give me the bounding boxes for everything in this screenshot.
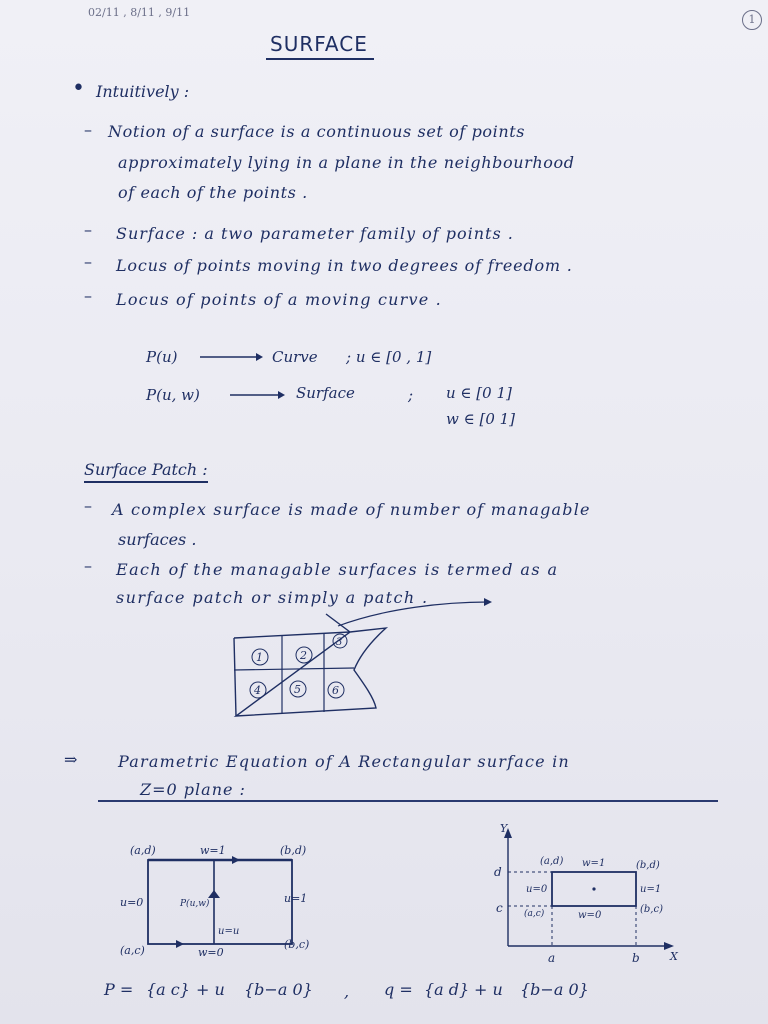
left-corner-tl: (a,d) xyxy=(130,844,156,857)
eq2-separator: ; xyxy=(408,386,414,404)
right-bottom-edge: w=0 xyxy=(578,910,602,921)
eq2-lhs: P(u, w) xyxy=(146,386,200,404)
patch-cell-1: 1 xyxy=(256,651,263,664)
patch-cell-2: 2 xyxy=(300,649,307,662)
formula-p-plus: + u xyxy=(196,980,225,999)
left-bottom-edge: w=0 xyxy=(198,946,224,959)
eq1-lhs: P(u) xyxy=(146,348,178,366)
dash-5: – xyxy=(84,496,92,515)
implies-arrow: ⇒ xyxy=(64,750,78,769)
patch-line-2: surfaces . xyxy=(118,530,197,549)
left-left-edge: u=0 xyxy=(120,896,144,909)
patch-line-4: surface patch or simply a patch . xyxy=(116,588,429,607)
intuitive-line-2: approximately lying in a plane in the neighbourhood xyxy=(118,153,575,172)
intuitive-line-3: of each of the points . xyxy=(118,183,308,202)
dash-6: – xyxy=(84,556,92,575)
eq2-rhs: Surface xyxy=(296,384,355,402)
formula-q-second: {b−a 0} xyxy=(520,980,589,999)
right-corner-br: (b,c) xyxy=(640,904,663,915)
tick-c: c xyxy=(496,901,503,915)
right-corner-tl: (a,d) xyxy=(540,856,564,867)
formula-p-lhs: P = xyxy=(104,980,134,999)
left-corner-br: (b,c) xyxy=(284,938,310,951)
left-corner-bl: (a,c) xyxy=(120,944,145,957)
tick-b: b xyxy=(632,951,640,965)
formula-q-plus: + u xyxy=(474,980,503,999)
tick-d: d xyxy=(494,865,502,879)
patch-cell-3: 3 xyxy=(336,637,343,648)
bullet-dot: • xyxy=(72,76,85,101)
rectangle-diagram-left xyxy=(112,838,332,960)
right-right-edge: u=1 xyxy=(640,884,662,895)
page-number: 1 xyxy=(742,10,762,30)
patch-cell-6: 6 xyxy=(332,684,339,697)
eq1-rhs: Curve xyxy=(272,348,318,366)
dash-2: – xyxy=(84,220,92,239)
tick-a: a xyxy=(548,951,556,965)
section-rule xyxy=(98,800,718,802)
patch-heading: Surface Patch : xyxy=(84,460,208,483)
eq2-range-w: w ∈ [0 1] xyxy=(446,410,516,428)
right-left-edge: u=0 xyxy=(526,884,548,895)
intuitive-item-locus-1: Locus of points moving in two degrees of freedom . xyxy=(116,256,573,275)
title-underline xyxy=(266,58,374,60)
right-corner-bl: (a,c) xyxy=(524,909,545,919)
formula-comma: , xyxy=(344,982,350,1001)
intuitive-line-1: Notion of a surface is a continuous set of points xyxy=(108,122,526,141)
eq2-range-u: u ∈ [0 1] xyxy=(446,384,512,402)
eq1-arrow-icon xyxy=(198,350,264,364)
formula-p-first: {a c} xyxy=(146,980,190,999)
formula-q-lhs: q = xyxy=(384,980,413,999)
left-corner-tr: (b,d) xyxy=(280,844,307,857)
intuitive-item-surface: Surface : a two parameter family of points . xyxy=(116,224,514,243)
intuitive-item-locus-2: Locus of points of a moving curve . xyxy=(116,290,442,309)
date-note: 02/11 , 8/11 , 9/11 xyxy=(88,6,191,19)
page-title: SURFACE xyxy=(270,32,368,56)
right-corner-tr: (b,d) xyxy=(636,860,660,871)
param-heading-line-1: Parametric Equation of A Rectangular surface in xyxy=(118,752,570,771)
param-heading-line-2: Z=0 plane : xyxy=(140,780,246,799)
left-point-label: P(u,w) xyxy=(180,899,210,909)
dash-4: – xyxy=(84,286,92,305)
formula-q-first: {a d} xyxy=(424,980,470,999)
axis-y-label: Y xyxy=(500,822,508,835)
patch-line-1: A complex surface is made of number of managable xyxy=(112,500,591,519)
patch-line-3: Each of the managable surfaces is termed as a xyxy=(116,560,559,579)
eq1-range: ; u ∈ [0 , 1] xyxy=(346,348,432,366)
right-top-edge: w=1 xyxy=(582,858,606,869)
eq2-arrow-icon xyxy=(228,388,286,402)
patch-cell-4: 4 xyxy=(254,684,261,697)
intuitive-heading: Intuitively : xyxy=(96,82,190,101)
patch-diagram xyxy=(226,598,526,722)
left-right-edge: u=1 xyxy=(284,892,308,905)
dash-3: – xyxy=(84,252,92,271)
patch-cell-5: 5 xyxy=(294,683,301,696)
left-inner-label: u=u xyxy=(218,926,240,937)
dash-1: – xyxy=(84,120,92,139)
rectangle-diagram-right xyxy=(486,820,692,968)
axis-x-label: X xyxy=(670,950,678,963)
formula-p-second: {b−a 0} xyxy=(244,980,313,999)
left-top-edge: w=1 xyxy=(200,844,226,857)
